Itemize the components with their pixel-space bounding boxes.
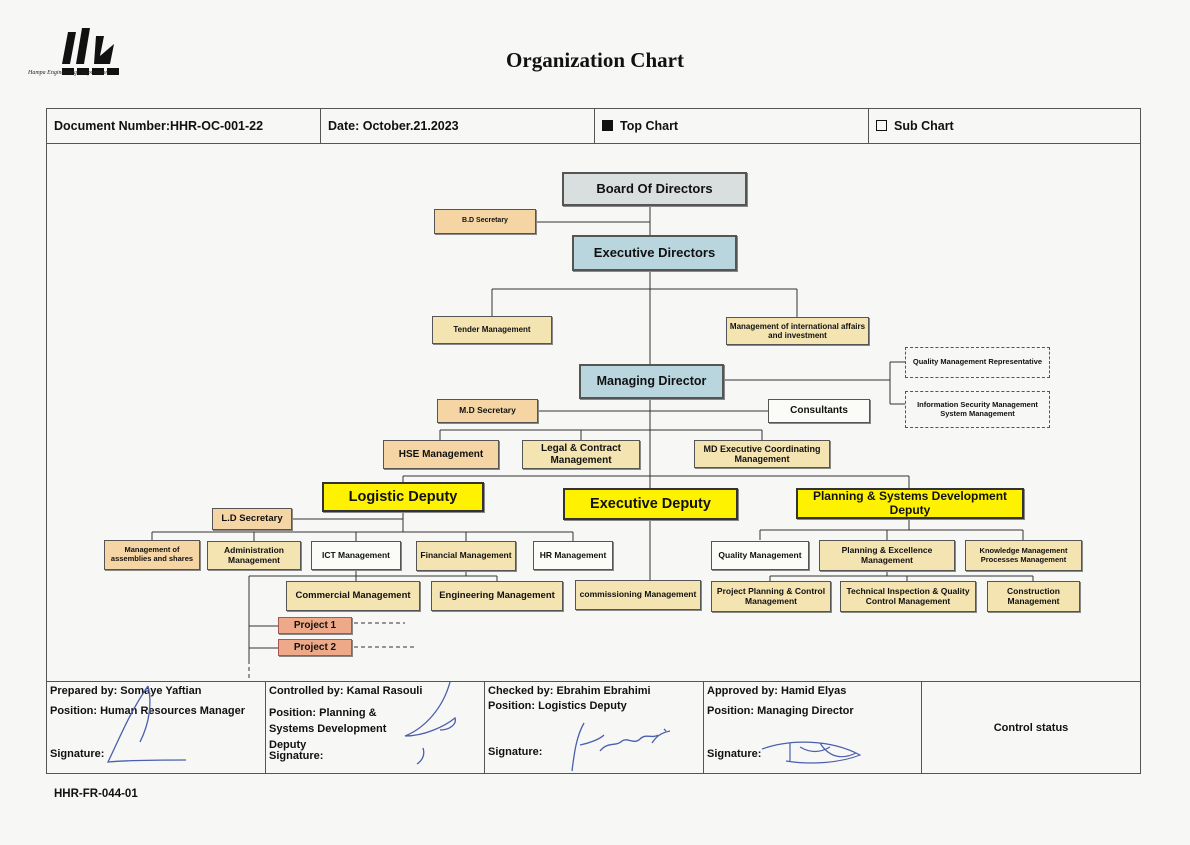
information-security-box: Information Security Management System Management	[905, 391, 1050, 428]
sub-chart-label: Sub Chart	[894, 118, 954, 133]
tender-management-box: Tender Management	[432, 316, 552, 344]
prepared-signature-mark	[90, 682, 210, 772]
project-2-box: Project 2	[278, 639, 352, 656]
page-title: Organization Chart	[506, 48, 684, 72]
engineering-management-box: Engineering Management	[431, 581, 563, 611]
knowledge-management-box: Knowledge Management Processes Management	[965, 540, 1082, 571]
controlled-by: Controlled by: Kamal Rasouli	[269, 685, 423, 697]
ict-management-box: ICT Management	[311, 541, 401, 570]
approved-signature-label: Signature:	[707, 748, 762, 760]
project-planning-box: Project Planning & Control Management	[711, 581, 831, 612]
planning-excellence-box: Planning & Excellence Management	[819, 540, 955, 571]
controlled-signature-label: Signature:	[269, 750, 324, 762]
commissioning-box: commissioning Management	[575, 580, 701, 610]
hse-management-box: HSE Management	[383, 440, 499, 469]
project-1-box: Project 1	[278, 617, 352, 634]
control-status-cell	[921, 681, 1141, 774]
quality-representative-box: Quality Management Representative	[905, 347, 1050, 378]
managing-director-box: Managing Director	[579, 364, 724, 399]
document-date: Date: October.21.2023	[328, 118, 459, 133]
commercial-management-box: Commercial Management	[286, 581, 420, 611]
approved-signature-mark	[760, 735, 870, 770]
financial-management-box: Financial Management	[416, 541, 516, 571]
form-id: HHR-FR-044-01	[54, 788, 138, 800]
prepared-by: Prepared by: Somaye Yaftian	[50, 685, 202, 697]
prepared-signature-label: Signature:	[50, 748, 105, 760]
prepared-position: Position: Human Resources Manager	[50, 705, 245, 717]
control-status: Control status	[993, 722, 1069, 734]
executive-directors-box: Executive Directors	[572, 235, 737, 271]
top-chart-label: Top Chart	[620, 118, 679, 133]
logo-caption: Hampa Engineering Corporation	[28, 70, 109, 76]
md-secretary-box: M.D Secretary	[437, 399, 538, 423]
legal-contract-box: Legal & Contract Management	[522, 440, 640, 469]
executive-deputy-box: Executive Deputy	[563, 488, 738, 520]
board-of-directors-box: Board Of Directors	[562, 172, 747, 206]
md-executive-coordinating-box: MD Executive Coordinating Management	[694, 440, 830, 468]
approved-position: Position: Managing Director	[707, 705, 854, 717]
ld-secretary-box: L.D Secretary	[212, 508, 292, 530]
construction-box: Construction Management	[987, 581, 1080, 612]
checked-position: Position: Logistics Deputy	[488, 700, 627, 712]
quality-management-box: Quality Management	[711, 541, 809, 570]
checked-by: Checked by: Ebrahim Ebrahimi	[488, 685, 651, 697]
checked-signature-mark	[560, 715, 680, 775]
assemblies-shares-box: Management of assemblies and shares	[104, 540, 200, 570]
checked-signature-label: Signature:	[488, 746, 543, 758]
controlled-position: Position: Planning & Systems Development Deputy	[269, 707, 387, 751]
bd-secretary-box: B.D Secretary	[434, 209, 536, 234]
approved-by: Approved by: Hamid Elyas	[707, 685, 847, 697]
international-affairs-box: Management of international affairs and investment	[726, 317, 869, 345]
logistic-deputy-box: Logistic Deputy	[322, 482, 484, 512]
planning-deputy-box: Planning & Systems Development Deputy	[796, 488, 1024, 519]
administration-box: Administration Management	[207, 541, 301, 570]
technical-inspection-box: Technical Inspection & Quality Control Management	[840, 581, 976, 612]
consultants-box: Consultants	[768, 399, 870, 423]
document-number: Document Number:HHR-OC-001-22	[54, 118, 264, 133]
controlled-signature-mark	[395, 678, 465, 768]
hr-management-box: HR Management	[533, 541, 613, 570]
